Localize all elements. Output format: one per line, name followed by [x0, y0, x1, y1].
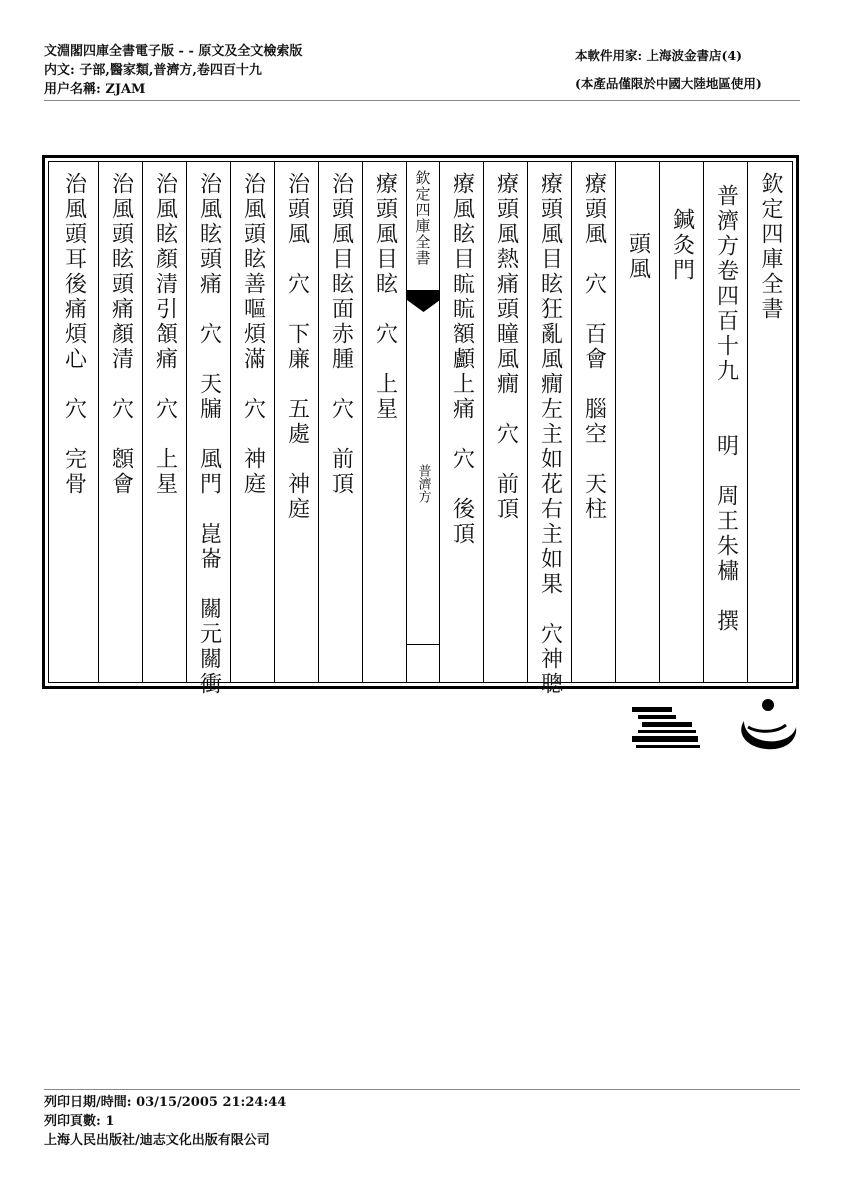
publisher-logos: [632, 693, 804, 753]
column-text: 治頭風 穴 下廉 五處 神庭: [284, 172, 310, 522]
header-content-path: 内文: 子部,醫家類,普濟方,卷四百十九: [44, 63, 262, 78]
fishtail-mark: [407, 290, 439, 300]
text-column: [362, 162, 406, 682]
text-column: [747, 162, 792, 682]
center-block-title: 欽定四庫全書: [413, 170, 432, 266]
header-left: [44, 42, 302, 99]
column-text: 欽定四庫全書: [758, 172, 783, 322]
brush-seal-logo-icon: [732, 693, 804, 753]
text-column: [230, 162, 274, 682]
column-text: 療頭風 穴 百會 腦空 天柱: [581, 172, 607, 522]
header-username: 用户名稱: ZJAM: [44, 82, 146, 97]
text-column: [274, 162, 318, 682]
column-text: 治頭風目眩面赤腫 穴 前頂: [328, 172, 354, 497]
column-text: 治風眩頭痛 穴 天牖 風門 崑崙 關元關衝: [196, 172, 222, 697]
text-column: [439, 162, 483, 682]
page-frame: [42, 155, 799, 697]
page-inner: [48, 161, 793, 697]
text-column: [659, 162, 703, 682]
text-column: [49, 162, 98, 682]
column-text: 療頭風目眩狂亂風癇左主如花右主如果 穴神聰: [537, 172, 563, 697]
fishtail-bottom-line: [407, 644, 439, 645]
print-datetime: 列印日期/時間: 03/15/2005 21:24:44: [44, 1095, 287, 1110]
column-text: 頭風: [625, 232, 651, 282]
text-column: [703, 162, 747, 682]
column-text: 普濟方卷四百十九 明 周王朱橚 撰: [713, 184, 739, 634]
text-column: [615, 162, 659, 682]
text-column: [98, 162, 142, 682]
fishtail-icon: [407, 300, 440, 324]
column-text: 治風頭耳後痛煩心 穴 完骨: [61, 172, 87, 497]
footer: [44, 1093, 286, 1150]
column-text: 治風眩顏清引頷痛 穴 上星: [152, 172, 178, 497]
header-title: 文淵閣四庫全書電子版 - - 原文及全文檢索版: [44, 44, 303, 59]
stacked-lines-logo-icon: [632, 707, 704, 751]
text-column: [142, 162, 186, 682]
text-column: [571, 162, 615, 682]
center-block-book-title: 普濟方: [415, 464, 431, 503]
text-column: [318, 162, 362, 682]
header-divider: [44, 100, 800, 101]
publisher-credit: 上海人民出版社/迪志文化出版有限公司: [44, 1133, 270, 1148]
header-right: [575, 42, 762, 98]
column-text: 治風頭眩頭痛顏清 穴 顖會: [108, 172, 134, 497]
text-column: [527, 162, 571, 697]
footer-divider: [44, 1089, 800, 1090]
text-column: [186, 162, 230, 697]
column-text: 療頭風熱痛頭瞳風癇 穴 前頂: [493, 172, 519, 522]
column-text: 鍼灸門: [669, 208, 695, 283]
column-text: 療頭風目眩 穴 上星: [372, 172, 398, 422]
print-page-count: 列印頁數: 1: [44, 1114, 115, 1129]
header-region-note: (本產品僅限於中國大陸地區使用): [575, 76, 762, 91]
text-column: [483, 162, 527, 682]
column-text: 治風頭眩善嘔煩滿 穴 神庭: [240, 172, 266, 497]
center-block: [406, 162, 439, 682]
header-licensee: 本軟件用家: 上海波金書店(4): [575, 48, 742, 63]
column-text: 療風眩目䀮䀮額顱上痛 穴 後頂: [449, 172, 475, 547]
